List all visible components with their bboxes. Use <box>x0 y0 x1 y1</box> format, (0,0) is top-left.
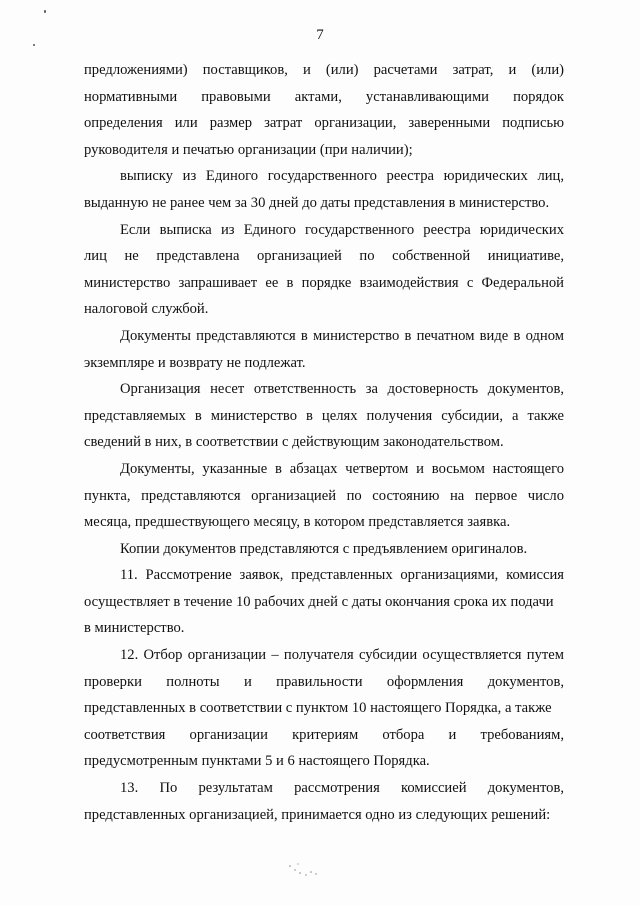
text-line: определения или размер затрат организации, заверенными подписью <box>84 115 564 132</box>
text-line: выписку из Единого государственного реестра юридических лиц, <box>120 168 564 185</box>
text-line: пункта, представляются организацией по состоянию на первое число <box>84 487 564 504</box>
text-line: министерство запрашивает ее в порядке взаимодействия с Федеральной <box>84 274 564 291</box>
text-line: соответствия организации критериям отбора и требованиям, <box>84 726 564 743</box>
text-line: сведений в них, в соответствии с действующим законодательством. <box>84 434 504 451</box>
text-line: осуществляет в течение 10 рабочих дней с даты окончания срока их подачи <box>84 593 554 610</box>
text-line: Документы, указанные в абзацах четвертом и восьмом настоящего <box>120 460 564 477</box>
text-line: лиц не представлена организацией по собственной инициативе, <box>84 248 564 265</box>
text-line: Копии документов представляются с предъявлением оригиналов. <box>120 540 528 557</box>
text-line: представленных организацией, принимается одно из следующих решений: <box>84 806 551 823</box>
text-line: в министерство. <box>84 620 185 637</box>
scan-speck <box>33 44 35 46</box>
text-line: 12. Отбор организации – получателя субсидии осуществляется путем <box>120 647 564 664</box>
text-line: представляемых в министерство в целях получения субсидии, а также <box>84 407 564 424</box>
scan-artifact-mark <box>286 858 326 884</box>
page-number: 7 <box>316 27 324 43</box>
text-line: проверки полноты и правильности оформления документов, <box>84 673 564 690</box>
text-line: нормативными правовыми актами, устанавливающими порядок <box>84 88 564 105</box>
text-line: представленных в соответствии с пунктом 10 настоящего Порядка, а также <box>84 700 552 717</box>
text-line: Документы представляются в министерство в печатном виде в одном <box>120 327 564 344</box>
text-line: экземпляре и возврату не подлежат. <box>84 354 306 371</box>
text-line: Если выписка из Единого государственного реестра юридических <box>120 221 564 238</box>
text-line: налоговой службой. <box>84 301 209 318</box>
text-line: предложениями) поставщиков, и (или) расчетами затрат, и (или) <box>84 62 564 78</box>
text-line: выданную не ранее чем за 30 дней до даты представления в министерство. <box>84 194 550 211</box>
scan-speck <box>44 10 46 13</box>
text-line: руководителя и печатью организации (при наличии); <box>84 141 413 158</box>
text-line: предусмотренным пунктами 5 и 6 настоящего Порядка. <box>84 753 430 770</box>
text-line: 11. Рассмотрение заявок, представленных организациями, комиссия <box>120 567 564 584</box>
text-line: месяца, предшествующего месяцу, в котором представляется заявка. <box>84 514 511 531</box>
text-line: 13. По результатам рассмотрения комиссией документов, <box>120 780 564 797</box>
document-body <box>84 57 564 828</box>
text-line: Организация несет ответственность за достоверность документов, <box>120 381 564 398</box>
